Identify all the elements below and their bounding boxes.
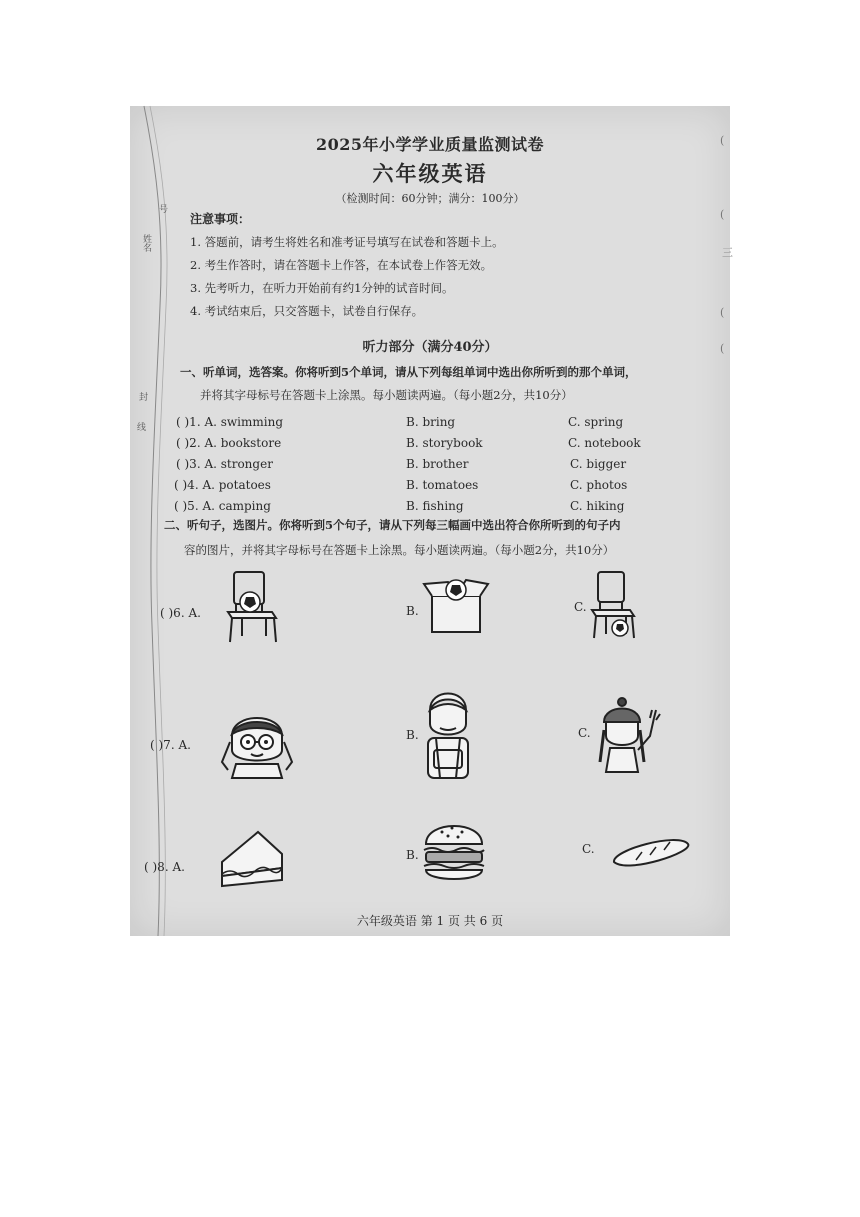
exam-page [130, 106, 733, 936]
ball-in-box-icon [424, 574, 490, 636]
listening-title: 听力部分（满分40分） [362, 340, 498, 355]
question-6-label: ( )6. A. [160, 606, 201, 620]
girl-in-hat-waving-icon [598, 696, 660, 774]
notice-heading: 注意事项： [190, 212, 251, 226]
question-row [130, 436, 730, 452]
page-footer: 六年级英语 第 1 页 共 6 页 [356, 914, 504, 928]
edge-mark: ( [720, 134, 725, 147]
edge-mark: 三 [722, 246, 733, 259]
question-8-label: ( )8. A. [144, 860, 185, 874]
question-7-label: ( )7. A. [150, 738, 191, 752]
edge-mark: ( [720, 342, 725, 355]
question-option-c: C. notebook [568, 436, 641, 450]
edge-mark: ( [720, 306, 725, 319]
question-row [130, 415, 730, 431]
boy-with-backpack-icon [420, 688, 476, 784]
question-8-option-c: C. [582, 842, 595, 856]
question-option-b: B. storybook [406, 436, 483, 450]
margin-mark-seal: 封 [137, 392, 147, 401]
notice-item: 4. 考试结束后，只交答题卡，试卷自行保存。 [190, 304, 424, 318]
question-option-a: ( )3. A. stronger [176, 457, 273, 471]
chair-with-ball-under-icon [588, 568, 638, 640]
question-option-c: C. hiking [570, 499, 625, 513]
question-row [130, 499, 730, 515]
question-option-c: C. bigger [570, 457, 627, 471]
exam-subtitle: 六年级英语 [372, 161, 488, 186]
question-6-option-b: B. [406, 604, 419, 618]
question-7-option-b: B. [406, 728, 419, 742]
question-option-a: ( )2. A. bookstore [176, 436, 282, 450]
part1-instruction: 一、听单词，选答案。你将听到5个单词，请从下列每组单词中选出你所听到的那个单词， [180, 365, 637, 379]
question-8-option-b: B. [406, 848, 419, 862]
question-option-c: C. photos [570, 478, 628, 492]
notice-item: 2. 考生作答时，请在答题卡上作答，在本试卷上作答无效。 [190, 258, 493, 272]
edge-mark: ( [720, 208, 725, 221]
part1-instruction-cont: 并将其字母标号在答题卡上涂黑。每小题读两遍。（每小题2分，共10分） [200, 388, 573, 402]
margin-mark-line: 线 [135, 422, 145, 431]
question-7-option-c: C. [578, 726, 591, 740]
question-option-b: B. fishing [406, 499, 464, 513]
question-option-b: B. bring [406, 415, 456, 429]
chair-with-ball-on-seat-icon [222, 568, 282, 644]
bread-icon [608, 830, 694, 874]
question-row [130, 457, 730, 473]
question-option-a: ( )5. A. camping [174, 499, 271, 513]
question-row [130, 478, 730, 494]
question-option-b: B. tomatoes [406, 478, 479, 492]
notice-item: 3. 先考听力，在听力开始前有约1分钟的试音时间。 [190, 281, 454, 295]
hamburger-icon [420, 818, 488, 888]
girl-with-glasses-icon [218, 706, 296, 778]
margin-mark-number: 号 [157, 204, 167, 213]
part2-instruction: 二、听句子，选图片。你将听到5个句子，请从下列每三幅画中选出符合你所听到的句子内 [164, 518, 621, 532]
question-6-option-c: C. [574, 600, 587, 614]
sandwich-icon [218, 828, 286, 888]
part2-instruction-cont: 容的图片，并将其字母标号在答题卡上涂黑。每小题读两遍。（每小题2分，共10分） [184, 543, 615, 557]
exam-title: 2025年小学学业质量监测试卷 [315, 135, 545, 154]
question-option-a: ( )1. A. swimming [176, 415, 284, 429]
exam-time-info: （检测时间：60分钟；满分：100分） [335, 192, 525, 205]
question-option-a: ( )4. A. potatoes [174, 478, 271, 492]
question-option-c: C. spring [568, 415, 624, 429]
question-option-b: B. brother [406, 457, 469, 471]
notice-item: 1. 答题前，请考生将姓名和准考证号填写在试卷和答题卡上。 [190, 235, 504, 249]
name-label: 姓名 [141, 234, 151, 252]
